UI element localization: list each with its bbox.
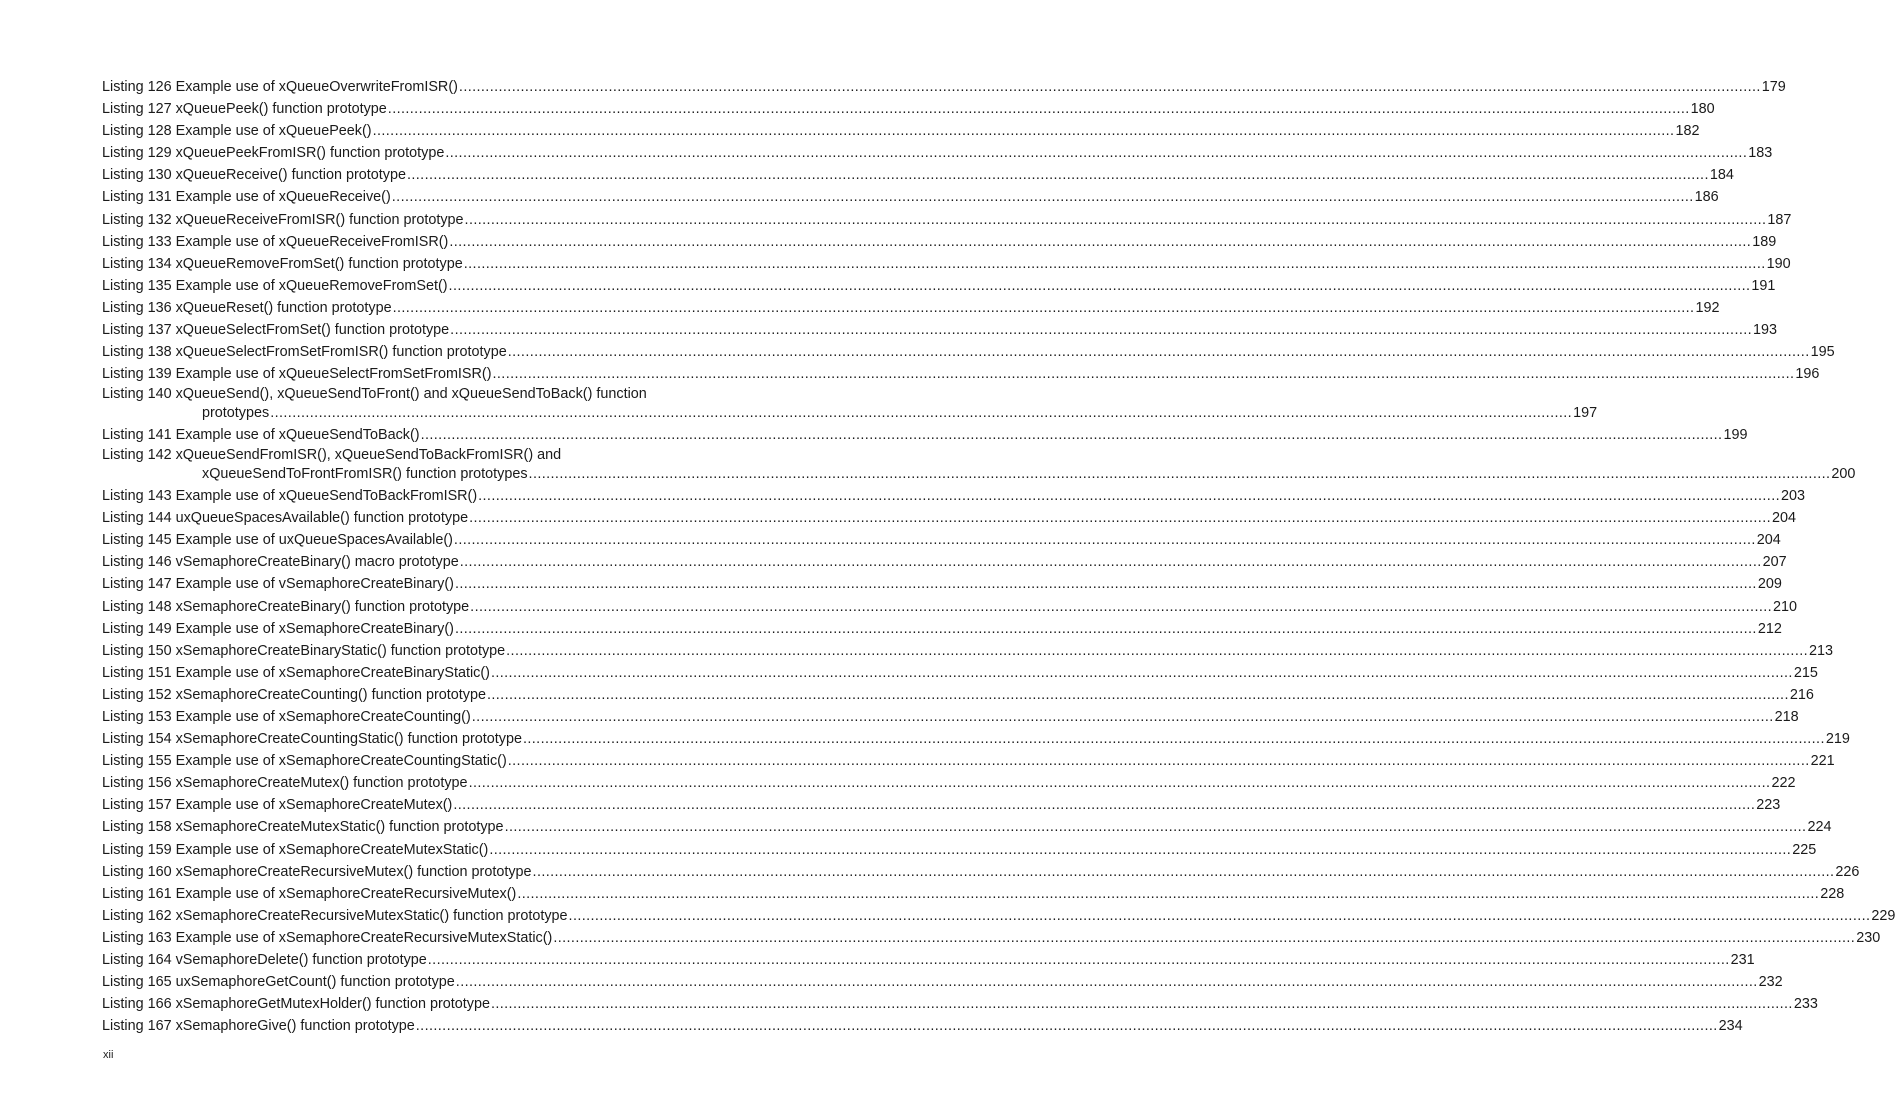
toc-entry-title: Listing 148 xSemaphoreCreateBinary() function prototype (102, 598, 470, 615)
toc-entry-page-number: 204 (1772, 510, 1797, 527)
toc-entry-page-number: 228 (1820, 885, 1845, 902)
toc-entry-page-number: 187 (1767, 211, 1792, 228)
dot-leader (505, 816, 1807, 838)
toc-entry-title: Listing 162 xSemaphoreCreateRecursiveMutexStatic() function prototype (102, 907, 568, 924)
toc-entry[interactable] (102, 98, 1715, 120)
dot-leader (449, 231, 1751, 253)
dot-leader (493, 363, 1795, 385)
toc-entry-page-number: 195 (1810, 344, 1835, 361)
toc-entry-title: Listing 149 Example use of xSemaphoreCreateBinary() (102, 620, 454, 637)
toc-entry[interactable] (102, 706, 1799, 728)
toc-entry-page-number: 223 (1756, 797, 1781, 814)
toc-entry[interactable] (102, 529, 1781, 551)
dot-leader (529, 465, 1831, 483)
toc-entry-title: Listing 131 Example use of xQueueReceive() (102, 189, 391, 206)
toc-entry-page-number: 193 (1753, 322, 1778, 339)
toc-entry-title: Listing 147 Example use of vSemaphoreCreateBinary() (102, 576, 454, 593)
toc-entry[interactable] (102, 424, 1748, 446)
dot-leader (453, 794, 1755, 816)
toc-entry[interactable] (102, 209, 1792, 231)
toc-entry-page-number: 200 (1831, 465, 1856, 482)
toc-entry-title: Listing 156 xSemaphoreCreateMutex() function prototype (102, 775, 468, 792)
toc-entry-page-number: 218 (1774, 708, 1799, 725)
toc-entry[interactable] (102, 640, 1834, 662)
toc-entry-title: Listing 154 xSemaphoreCreateCountingStatic() function prototype (102, 731, 522, 748)
dot-leader (553, 927, 1855, 949)
toc-entry-title: Listing 141 Example use of xQueueSendToBack() (102, 427, 420, 444)
toc-entry-page-number: 231 (1730, 952, 1755, 968)
toc-entry-page-number: 226 (1835, 863, 1860, 880)
toc-entry-title-continuation: prototypes (202, 404, 270, 421)
dot-leader (478, 485, 1780, 507)
list-of-listings (102, 76, 1895, 1037)
toc-entry-title: Listing 159 Example use of xSemaphoreCreateMutexStatic() (102, 841, 489, 858)
toc-entry-title: Listing 151 Example use of xSemaphoreCreateBinaryStatic() (102, 664, 490, 681)
dot-leader (428, 949, 1730, 971)
dot-leader (469, 772, 1771, 794)
dot-leader (450, 319, 1752, 341)
toc-entry-title: Listing 152 xSemaphoreCreateCounting() function prototype (102, 686, 486, 703)
toc-entry-page-number: 212 (1757, 620, 1782, 637)
toc-entry[interactable] (102, 993, 1818, 1015)
toc-entry[interactable] (102, 76, 1786, 98)
toc-entry-page-number: 180 (1690, 101, 1715, 118)
dot-leader (491, 993, 1793, 1015)
dot-leader (487, 684, 1789, 706)
toc-entry[interactable] (102, 297, 1720, 319)
toc-entry-page-number: 199 (1723, 427, 1748, 444)
toc-entry[interactable] (102, 363, 1820, 385)
dot-leader (393, 297, 1695, 319)
toc-entry-title: Listing 140 xQueueSend(), xQueueSendToFront() and xQueueSendToBack() function (102, 386, 647, 403)
toc-entry-title: Listing 137 xQueueSelectFromSet() function prototype (102, 322, 450, 339)
dot-leader (517, 883, 1819, 905)
toc-entry-page-number: 222 (1771, 775, 1796, 792)
dot-leader (459, 76, 1761, 98)
toc-entry[interactable] (102, 1015, 1743, 1037)
toc-entry[interactable] (102, 120, 1700, 142)
toc-entry-title: Listing 130 xQueueReceive() function prototype (102, 167, 406, 184)
toc-entry[interactable] (102, 883, 1845, 905)
toc-entry-page-number: 233 (1793, 996, 1818, 1013)
toc-entry-title: Listing 145 Example use of uxQueueSpacesAvailable() (102, 532, 453, 549)
toc-entry[interactable] (102, 507, 1797, 529)
toc-entry-page-number: 183 (1748, 145, 1773, 162)
dot-leader (489, 839, 1791, 861)
dot-leader (491, 662, 1793, 684)
dot-leader (470, 596, 1772, 618)
toc-entry[interactable] (102, 573, 1782, 595)
toc-entry[interactable] (102, 385, 1598, 424)
toc-entry-page-number: 219 (1825, 731, 1850, 748)
toc-entry-title: Listing 163 Example use of xSemaphoreCreateRecursiveMutexStatic() (102, 929, 553, 946)
toc-entry-title: Listing 139 Example use of xQueueSelectFromSetFromISR() (102, 366, 492, 383)
toc-entry[interactable] (102, 275, 1776, 297)
dot-leader (392, 186, 1694, 208)
toc-entry-title: Listing 155 Example use of xSemaphoreCreateCountingStatic() (102, 753, 507, 770)
dot-leader (416, 1015, 1718, 1037)
toc-entry-page-number: 186 (1694, 189, 1719, 206)
toc-entry[interactable] (102, 772, 1796, 794)
dot-leader (456, 971, 1758, 993)
toc-entry[interactable] (102, 253, 1791, 275)
toc-entry-title: Listing 142 xQueueSendFromISR(), xQueueSendToBackFromISR() and (102, 447, 562, 464)
toc-entry-page-number: 213 (1809, 642, 1834, 659)
dot-leader (460, 551, 1762, 573)
toc-entry-title: Listing 128 Example use of xQueuePeek() (102, 123, 372, 140)
toc-entry-title: Listing 129 xQueuePeekFromISR() function prototype (102, 145, 445, 162)
toc-entry[interactable] (102, 231, 1777, 253)
toc-entry-page-number: 203 (1781, 488, 1806, 505)
toc-entry-title: Listing 167 xSemaphoreGive() function prototype (102, 1018, 415, 1035)
dot-leader (533, 861, 1835, 883)
toc-entry-page-number: 230 (1856, 929, 1881, 946)
toc-entry-page-number: 215 (1793, 664, 1818, 681)
dot-leader (373, 120, 1675, 142)
toc-entry[interactable] (102, 971, 1783, 993)
toc-entry[interactable] (102, 551, 1787, 573)
toc-entry-title: Listing 161 Example use of xSemaphoreCreateRecursiveMutex() (102, 885, 517, 902)
toc-entry-title: Listing 153 Example use of xSemaphoreCreateCounting() (102, 708, 471, 725)
dot-leader (388, 98, 1690, 120)
toc-entry-page-number: 196 (1795, 366, 1820, 383)
toc-entry-page-number: 224 (1807, 819, 1832, 836)
dot-leader (445, 142, 1747, 164)
toc-entry[interactable] (102, 164, 1734, 186)
toc-entry-page-number: 190 (1766, 255, 1791, 272)
toc-entry-title: Listing 132 xQueueReceiveFromISR() function prototype (102, 211, 464, 228)
toc-entry[interactable] (102, 816, 1832, 838)
dot-leader (508, 750, 1810, 772)
toc-entry[interactable] (102, 446, 1856, 485)
toc-entry-page-number: 216 (1789, 686, 1814, 703)
toc-entry-page-number: 182 (1675, 123, 1700, 140)
toc-entry-page-number: 179 (1761, 79, 1786, 95)
page-number: xii (103, 1049, 114, 1061)
toc-entry[interactable] (102, 905, 1895, 927)
toc-entry-title: Listing 165 uxSemaphoreGetCount() function prototype (102, 974, 455, 991)
toc-entry[interactable] (102, 839, 1817, 861)
dot-leader (421, 424, 1723, 446)
toc-entry-title: Listing 134 xQueueRemoveFromSet() function prototype (102, 255, 463, 272)
dot-leader (506, 640, 1808, 662)
dot-leader (569, 905, 1871, 927)
toc-entry-page-number: 221 (1810, 753, 1835, 770)
dot-leader (508, 341, 1810, 363)
toc-entry-title: Listing 126 Example use of xQueueOverwriteFromISR() (102, 79, 458, 95)
toc-entry[interactable] (102, 728, 1850, 750)
toc-entry-page-number: 209 (1757, 576, 1782, 593)
toc-entry-page-number: 210 (1773, 598, 1798, 615)
toc-entry-page-number: 234 (1718, 1018, 1743, 1035)
toc-entry-title: Listing 127 xQueuePeek() function prototype (102, 101, 387, 118)
toc-entry[interactable] (102, 142, 1773, 164)
toc-entry-title: Listing 146 vSemaphoreCreateBinary() macro prototype (102, 554, 459, 571)
dot-leader (465, 209, 1767, 231)
toc-entry[interactable] (102, 319, 1778, 341)
toc-entry-title: Listing 166 xSemaphoreGetMutexHolder() function prototype (102, 996, 490, 1013)
toc-entry[interactable] (102, 861, 1860, 883)
toc-entry[interactable] (102, 684, 1814, 706)
toc-entry-title: Listing 136 xQueueReset() function prototype (102, 299, 392, 316)
toc-entry-page-number: 225 (1792, 841, 1817, 858)
toc-entry-page-number: 191 (1751, 277, 1776, 294)
toc-entry-title: Listing 138 xQueueSelectFromSetFromISR() function prototype (102, 344, 507, 361)
dot-leader (464, 253, 1766, 275)
toc-entry-page-number: 197 (1573, 404, 1598, 421)
dot-leader (455, 573, 1757, 595)
toc-entry-page-number: 232 (1758, 974, 1783, 991)
toc-entry-title: Listing 160 xSemaphoreCreateRecursiveMutex() function prototype (102, 863, 532, 880)
dot-leader (455, 618, 1757, 640)
toc-entry[interactable] (102, 662, 1818, 684)
toc-entry-title-continuation: xQueueSendToFrontFromISR() function prototypes (202, 465, 528, 482)
toc-entry-page-number: 229 (1871, 907, 1895, 924)
toc-entry[interactable] (102, 750, 1835, 772)
toc-entry-title: Listing 150 xSemaphoreCreateBinaryStatic() function prototype (102, 642, 506, 659)
toc-entry[interactable] (102, 618, 1782, 640)
toc-entry-title: Listing 164 vSemaphoreDelete() function prototype (102, 952, 427, 968)
dot-leader (407, 164, 1709, 186)
dot-leader (449, 275, 1751, 297)
toc-entry[interactable] (102, 186, 1719, 208)
toc-entry-page-number: 204 (1756, 532, 1781, 549)
toc-entry[interactable] (102, 485, 1806, 507)
toc-entry-title: Listing 157 Example use of xSemaphoreCreateMutex() (102, 797, 453, 814)
toc-entry[interactable] (102, 927, 1881, 949)
toc-entry-title: Listing 135 Example use of xQueueRemoveFromSet() (102, 277, 448, 294)
toc-entry[interactable] (102, 341, 1835, 363)
toc-entry[interactable] (102, 794, 1781, 816)
toc-entry-page-number: 207 (1762, 554, 1787, 571)
toc-entry-page-number: 192 (1695, 299, 1720, 316)
dot-leader (472, 706, 1774, 728)
dot-leader (523, 728, 1825, 750)
toc-entry[interactable] (102, 949, 1755, 971)
toc-entry[interactable] (102, 596, 1798, 618)
dot-leader (270, 404, 1572, 422)
toc-entry-page-number: 184 (1709, 167, 1734, 184)
toc-entry-title: Listing 158 xSemaphoreCreateMutexStatic() function prototype (102, 819, 504, 836)
toc-entry-title: Listing 133 Example use of xQueueReceiveFromISR() (102, 233, 449, 250)
dot-leader (454, 529, 1756, 551)
toc-entry-page-number: 189 (1752, 233, 1777, 250)
toc-entry-title: Listing 144 uxQueueSpacesAvailable() function prototype (102, 510, 469, 527)
toc-entry-title: Listing 143 Example use of xQueueSendToBackFromISR() (102, 488, 478, 505)
dot-leader (469, 507, 1771, 529)
